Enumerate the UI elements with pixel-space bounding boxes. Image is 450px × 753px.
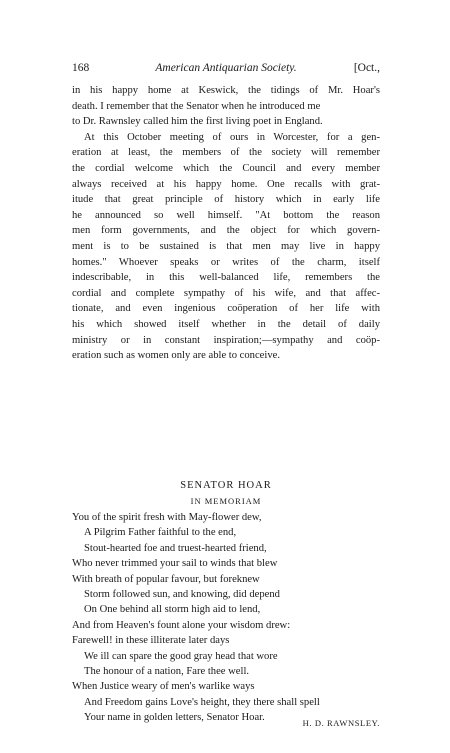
prose-line: eration at least, the members of the society will remember [72,147,380,159]
poem-body [72,510,382,726]
poem-line: Storm followed sun, and knowing, did depend [84,589,280,601]
prose-line: ment is to be sustained is that men may live in happy [72,240,380,252]
prose-line: tionate, and even ingenious coöperation of her life with [72,303,380,315]
poem-title: SENATOR HOAR [180,480,272,491]
poem-line: We ill can spare the good gray head that wore [84,650,278,662]
poem-line: With breath of popular favour, but foreknew [72,573,260,585]
poem-line: Farewell! in these illiterate later days [72,635,230,647]
prose-line: itude that great principle of history which in early life [72,194,380,206]
running-month: [Oct., [353,62,380,74]
poem-line: On One behind all storm high aid to lend, [84,604,261,616]
prose-line: in his happy home at Keswick, the tidings of Mr. Hoar's [72,85,380,96]
poem-line: Stout-hearted foe and truest-hearted friend, [84,542,267,554]
poem-subtitle: IN MEMORIAM [190,496,262,506]
prose-line: to Dr. Rawnsley called him the first living poet in England. [72,116,323,128]
running-header [72,62,380,78]
prose-line: cordial and complete sympathy of his wife, and that affec- [72,287,380,299]
prose-line: At this October meeting of ours in Worcester, for a gen- [84,131,380,143]
running-title: American Antiquarian Society. [155,62,297,74]
page-number: 168 [72,62,90,74]
poem-line: Who never trimmed your sail to winds that blew [72,558,278,570]
prose-line: death. I remember that the Senator when he introduced me [72,100,321,112]
prose-line: ministry or in constant inspiration;—sympathy and coöp- [72,334,380,346]
poem-line: The honour of a nation, Fare thee well. [84,666,250,678]
prose-line: men form governments, and the object for which govern- [72,225,380,237]
prose-line: he announced so well himself. "At bottom the reason [72,209,380,221]
poem-line: You of the spirit fresh with May-flower dew, [72,512,262,523]
prose-line: his which showed itself whether in the detail of daily [72,318,380,330]
poem-line: When Justice weary of men's warlike ways [72,681,255,693]
prose-line: eration such as women only are able to conceive. [72,350,280,362]
prose-line: indescribable, in this well-balanced life, remembers the [72,272,380,284]
prose-line: always received at his happy home. One recalls with grat- [72,178,380,190]
poem-line: And from Heaven's fount alone your wisdom drew: [72,619,291,631]
poem-line: A Pilgrim Father faithful to the end, [84,527,237,539]
prose-body [72,83,380,364]
poem-signature: H. D. RAWNSLEY. [302,718,380,728]
prose-line: the cordial welcome which the Council and every member [72,162,380,174]
poem-line: Your name in golden letters, Senator Hoar. [84,712,265,724]
prose-line: homes." Whoever speaks or writes of the charm, itself [72,256,380,268]
poem-line: And Freedom gains Love's height, they there shall spell [84,696,320,708]
